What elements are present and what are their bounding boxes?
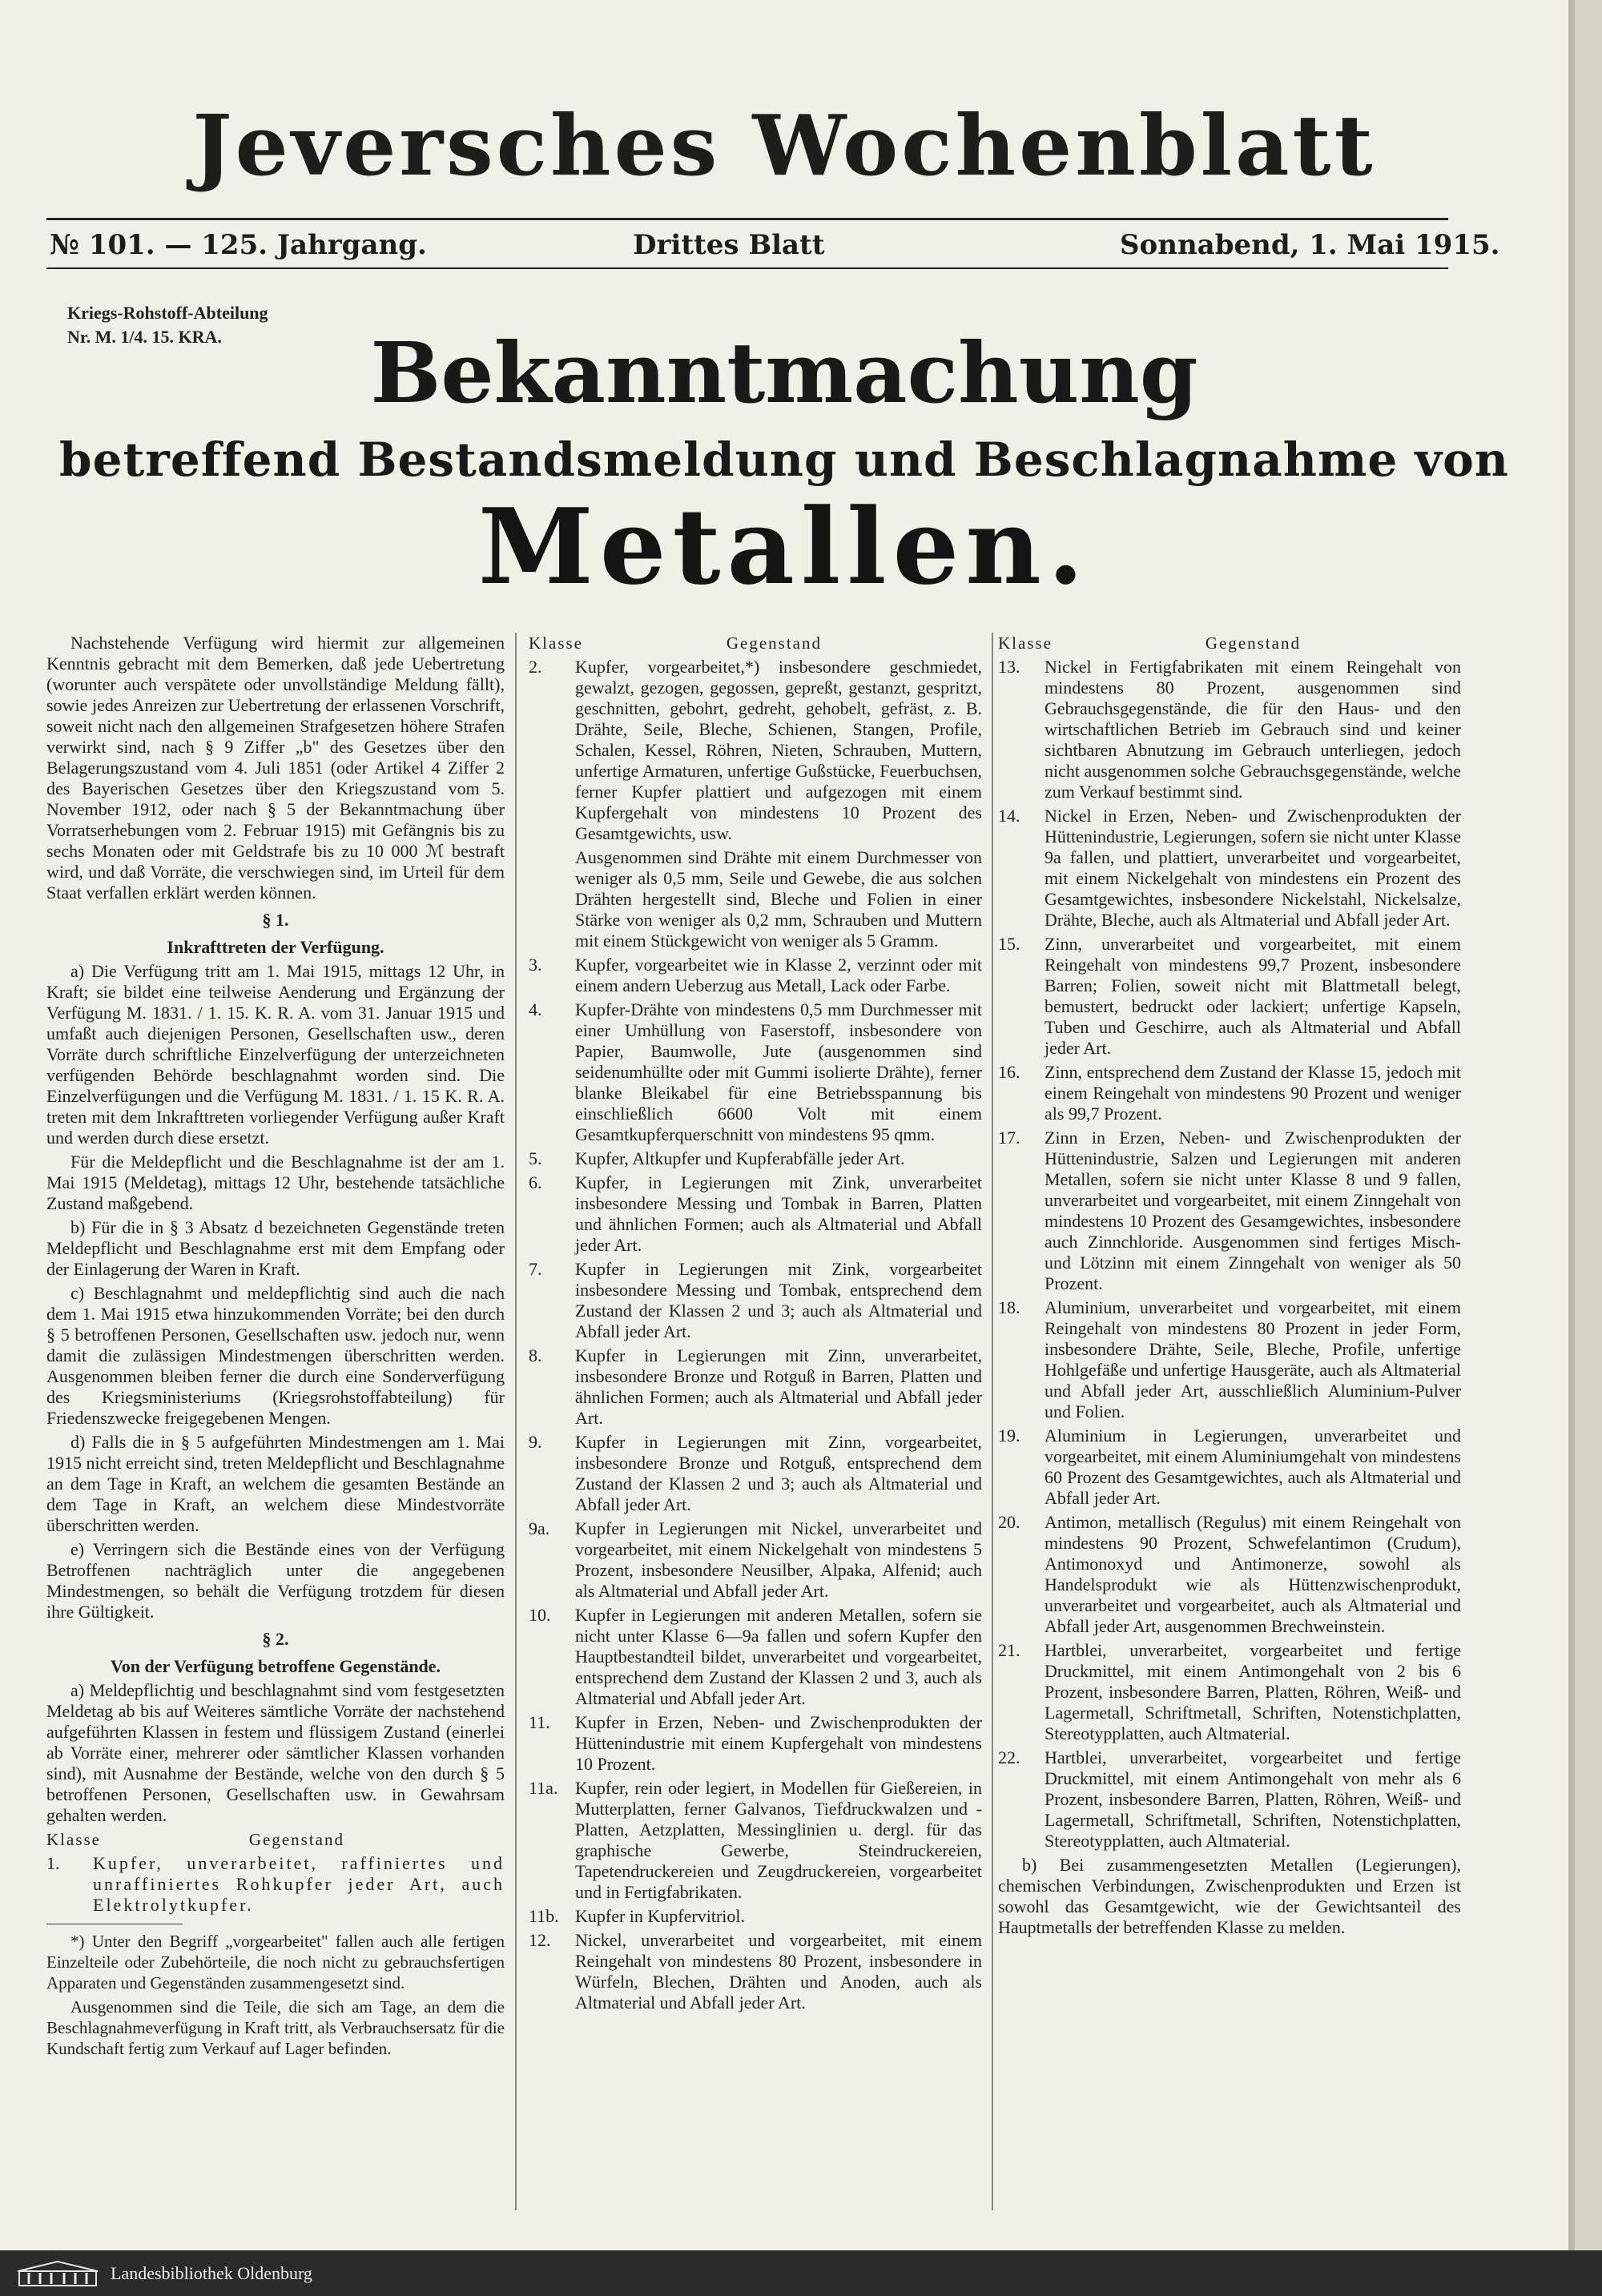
gegenstand-header: Gegenstand bbox=[1205, 633, 1301, 653]
class-number: 6. bbox=[529, 1172, 542, 1192]
class-item bbox=[529, 1148, 982, 1169]
class-text: Kupfer in Legierungen mit Zinn, vorgearbeitet, insbesondere Bronze und Rotguß, entsprechend dem Zustand der Klassen 2 und 3; auch als Altmaterial und Abfall jeder Art. bbox=[575, 1432, 982, 1514]
class-number: 4. bbox=[529, 999, 542, 1019]
headline-metals: Metallen. bbox=[477, 485, 1091, 608]
class-text: Nickel in Erzen, Neben- und Zwischenprodukten der Hüttenindustrie, Legierungen, sofern sie nicht unter Klasse 9a fallen, und plattiert, unverarbeitet und vorgearbeitet, mit einem Nickelgehalt von mindestens ein Prozent des Gesamtgewichtes, insbesondere Nickelstahl, Nickelsalze, Drähte, Bleche, auch als Altmaterial und Abfall jeder Art. bbox=[1045, 806, 1461, 930]
class-text: Nickel, unverarbeitet und vorgearbeitet, mit einem Reingehalt von mindestens 80 Prozent, insbesondere in Würfeln, Blechen, Drähten und Anoden, auch als Altmaterial und Abfall jeder Art. bbox=[575, 1930, 982, 2013]
class-text: Kupfer in Erzen, Neben- und Zwischenprodukten der Hüttenindustrie mit einem Kupfergehalt von mindestens 10 Prozent. bbox=[575, 1712, 982, 1774]
class-number: 17. bbox=[998, 1128, 1020, 1148]
class-text: Zinn, unverarbeitet und vorgearbeitet, mit einem Reingehalt von mindestens 99,7 Prozent, insbesondere Barren; Folien, soweit nicht mit Blattmetall belegt, bemustert, bedruckt oder lackiert; unfertige Kapseln, Tuben und Geschirre, auch als Altmaterial und Abfall jeder Art. bbox=[1045, 934, 1461, 1058]
class-item bbox=[529, 1778, 982, 1903]
class-number: 16. bbox=[998, 1062, 1020, 1082]
class-text: Kupfer-Drähte von mindestens 0,5 mm Durchmesser mit einer Umhüllung von Faserstoff, insbesondere von Papier, Baumwolle, Jute (ausgenommen sind seidenumhüllte oder mit Gummi isolierte Drähte), ferner blanke Bleikabel für eine Betriebsspannung bis einschließlich 6600 Volt mit einem Gesamtkupferquerschnitt von mindestens 95 qmm. bbox=[575, 999, 982, 1144]
section-2-title: § 2. bbox=[262, 1629, 289, 1649]
class-text: Nickel in Fertigfabrikaten mit einem Reingehalt von mindestens 80 Prozent, ausgenommen sind Gebrauchsgegenstände, die für den Haus- und den wirtschaftlichen Betrieb im Gebrauch sind und keiner sichtbaren Abnutzung im Gebrauch unterliegen, jedoch nicht ausgenommen solche Gebrauchsgegenstände, welche zum Verkauf bestimmt sind. bbox=[1045, 657, 1461, 802]
class-text: Kupfer, in Legierungen mit Zink, unverarbeitet insbesondere Messing und Tombak in Barren, Platten und ähnlichen Formen; auch als Altmaterial und Abfall jeder Art. bbox=[575, 1172, 982, 1255]
reference-line-1: Kriegs-Rohstoff-Abteilung bbox=[67, 303, 268, 323]
class-item bbox=[529, 999, 982, 1145]
closing-paragraph: b) Bei zusammengesetzten Metallen (Legierungen), chemischen Verbindungen, Zwischenprodukten und Erzen ist sowohl das Gesamtgewicht, wie der Gewichtsanteil des Hauptmetalls der betreffenden Klasse zu melden. bbox=[998, 1855, 1461, 1937]
section-label: Drittes Blatt bbox=[633, 229, 825, 261]
section-1-e: e) Verringern sich die Bestände eines von der Verfügung Betroffenen nachträglich unter die angegebenen Mindestmengen, so behält die Verfügung trotzdem für diesen ihre Gültigkeit. bbox=[46, 1539, 505, 1622]
class-item bbox=[998, 1512, 1461, 1637]
gegenstand-header: Gegenstand bbox=[248, 1830, 344, 1849]
column-header bbox=[46, 1829, 505, 1850]
class-item bbox=[46, 1853, 505, 1916]
section-2-subtitle: Von der Verfügung betroffene Gegenstände. bbox=[110, 1656, 441, 1676]
class-item bbox=[529, 847, 982, 951]
section-1-a2: Für die Meldepflicht und die Beschlagnahme ist der am 1. Mai 1915 (Meldetag), mittags 12 Uhr, bestehende tatsächliche Zustand maßgebend. bbox=[46, 1152, 505, 1213]
class-item bbox=[529, 1930, 982, 2013]
class-number: 14. bbox=[998, 806, 1020, 826]
column-1 bbox=[46, 633, 505, 2062]
class-item bbox=[529, 1906, 982, 1927]
column-3 bbox=[998, 633, 1461, 1941]
class-text: Kupfer in Legierungen mit Zinn, unverarbeitet, insbesondere Bronze und Rotguß in Barren, Platten und ähnlichen Formen; auch als Altmaterial und Abfall jeder Art. bbox=[575, 1345, 982, 1428]
header-rule-bottom bbox=[46, 267, 1448, 269]
class-text: Hartblei, unverarbeitet, vorgearbeitet und fertige Druckmittel, mit einem Antimongehalt von mehr als 6 Prozent, insbesondere Barren, Platten, Röhren, Weiß- und Lagermetall, Schriftmetall, Schriften, Notenstichplatten, Stereotypplatten, auch Altmaterial. bbox=[1045, 1747, 1461, 1851]
klasse-header: Klasse bbox=[529, 633, 583, 653]
section-1-subtitle: Inkrafttreten der Verfügung. bbox=[167, 937, 384, 957]
masthead: Jeversches Wochenblatt bbox=[192, 96, 1376, 195]
class-text: Zinn, entsprechend dem Zustand der Klasse 15, jedoch mit einem Reingehalt von mindestens 90 Prozent und weniger als 99,7 Prozent. bbox=[1045, 1062, 1461, 1124]
class-number: 15. bbox=[998, 934, 1020, 954]
class-number: 9a. bbox=[529, 1518, 550, 1538]
class-text: Kupfer in Legierungen mit Nickel, unverarbeitet und vorgearbeitet, mit einem Nickelgehalt von mindestens 5 Prozent, insbesondere Neusilber, Alpaka, Alfenid; auch als Altmaterial und Abfall jeder Art. bbox=[575, 1518, 982, 1601]
column-divider-1 bbox=[515, 633, 517, 2210]
class-number: 13. bbox=[998, 657, 1020, 677]
class-text: Kupfer, vorgearbeitet wie in Klasse 2, verzinnt oder mit einem andern Ueberzug aus Metall, Lack oder Farbe. bbox=[575, 955, 982, 995]
class-text: Kupfer in Legierungen mit Zink, vorgearbeitet insbesondere Messing und Tombak, entsprechend dem Zustand der Klassen 2 und 3; auch als Altmaterial und Abfall jeder Art. bbox=[575, 1259, 982, 1341]
class-item bbox=[529, 1432, 982, 1515]
section-2-a: a) Meldepflichtig und beschlagnahmt sind vom festgesetzten Meldetag ab bis auf Weiteres sämtliche Vorräte der nachstehend aufgeführten Klassen in festem und flüssigem Zustand (einerlei ab Vorräte einer, mehrerer oder sämtlicher Klassen vorhanden sind), mit Ausnahme der Bestände, welche von den durch § 5 betroffenen Personen, Gesellschaften usw. in Gewahrsam gehalten werden. bbox=[46, 1680, 505, 1825]
class-number: 21. bbox=[998, 1640, 1020, 1660]
class-text: Aluminium, unverarbeitet und vorgearbeitet, mit einem Reingehalt von mindestens 80 Prozent in jeder Form, insbesondere Drähte, Seile, Bleche, Profile, unfertige Hohlgefäße und unfertige Hausgeräte, auch als Altmaterial und Abfall jeder Art, ausschließlich Aluminium-Pulver und Folien. bbox=[1045, 1297, 1461, 1421]
intro-paragraph: Nachstehende Verfügung wird hiermit zur allgemeinen Kenntnis gebracht mit dem Bemerken, daß jede Uebertretung (worunter auch verspätete oder unvollständige Meldung fällt), sowie jedes Anreizen zur Uebertretung der erlassenen Vorschrift, soweit nicht nach den allgemeinen Strafgesetzen höhere Strafen verwirkt sind, nach § 9 Ziffer „b" des Gesetzes über den Belagerungszustand vom 4. Juli 1851 (oder Artikel 4 Ziffer 2 des Bayerischen Gesetzes über den Kriegszustand vom 5. November 1912, oder nach § 5 der Bekanntmachung über Vorratserhebungen vom 2. Februar 1915) mit Gefängnis bis zu sechs Monaten oder mit Geldstrafe bis zu 10 000 ℳ bestraft wird, und daß Vorräte, die verschwiegen sind, im Urteil für dem Staat verfallen erklärt werden können. bbox=[46, 633, 505, 903]
class-number: 2. bbox=[529, 657, 542, 677]
class-text: Kupfer in Kupfervitriol. bbox=[575, 1906, 745, 1926]
class-item bbox=[529, 1712, 982, 1775]
class-text: Kupfer in Legierungen mit anderen Metallen, sofern sie nicht unter Klasse 6—9a fallen und sofern Kupfer den Hauptbestandteil bildet, unverarbeitet und vorgearbeitet, entsprechend dem Zustand der Klassen 2 und 3, auch als Altmaterial und Abfall jeder Art. bbox=[575, 1605, 982, 1708]
class-item bbox=[529, 1605, 982, 1709]
class-number: 22. bbox=[998, 1747, 1020, 1767]
class-text: Ausgenommen sind Drähte mit einem Durchmesser von weniger als 0,5 mm, Seile und Gewebe, die aus solchen Drähten hergestellt sind, Bleche und Folien in einer Stärke von weniger als 0,2 mm, Schrauben und Muttern mit einem Stückgewicht von weniger als 5 Gramm. bbox=[575, 847, 982, 951]
class-text: Aluminium in Legierungen, unverarbeitet und vorgearbeitet, mit einem Aluminiumgehalt von mindestens 60 Prozent des Gesamtgewichtes, auch als Altmaterial und Abfall jeder Art. bbox=[1045, 1425, 1461, 1508]
class-item bbox=[998, 1747, 1461, 1852]
header-rule-top bbox=[46, 218, 1448, 220]
class-item bbox=[998, 657, 1461, 802]
section-1-d: d) Falls die in § 5 aufgeführten Mindestmengen am 1. Mai 1915 nicht erreicht sind, treten Meldepflicht und Beschlagnahme an dem Tage in Kraft, an welchem die gesamten Bestände an dem Tage in Kraft, an welchem diese Mindestvorräte überschritten werden. bbox=[46, 1432, 505, 1535]
class-number: 12. bbox=[529, 1930, 551, 1950]
class-item bbox=[998, 1425, 1461, 1509]
class-number: 5. bbox=[529, 1148, 542, 1168]
class-number: 20. bbox=[998, 1512, 1020, 1532]
class-item bbox=[529, 955, 982, 996]
class-text: Kupfer, rein oder legiert, in Modellen für Gießereien, in Mutterplatten, ferner Galvanos, Tiefdruckwalzen und -Platten, Aetzplatten, Messinglinien u. dergl. für das graphische Gewerbe, Steindruckereien, Tapetendruckereien und Zeugdruckereien, vorgearbeitet und in Fertigfabrikaten. bbox=[575, 1778, 982, 1902]
class-item bbox=[998, 1297, 1461, 1422]
class-number: 8. bbox=[529, 1345, 542, 1365]
section-1-c: c) Beschlagnahmt und meldepflichtig sind auch die nach dem 1. Mai 1915 etwa hinzukommenden Vorräte; bei den durch § 5 betroffenen Personen, Gesellschaften usw. jedoch nur, wenn damit die zulässigen Mindestmengen überschritten werden. Ausgenommen bleiben ferner die durch eine Sonderverfügung des Kriegsministeriums (Kriegsrohstoffabteilung) für Friedenszwecke freigegebenen Mengen. bbox=[46, 1283, 505, 1428]
class-item bbox=[529, 1172, 982, 1256]
column-2 bbox=[529, 633, 982, 2017]
column-header bbox=[529, 633, 982, 653]
class-number: 7. bbox=[529, 1259, 542, 1279]
headline: Bekanntmachung bbox=[370, 324, 1198, 422]
column-header bbox=[998, 633, 1461, 653]
class-text: Kupfer, vorgearbeitet,*) insbesondere geschmiedet, gewalzt, gezogen, gegossen, gepreßt, gestanzt, gespritzt, geschnitten, gebohrt, gedreht, gehobelt, gefräst, z. B. Drähte, Seile, Bleche, Schienen, Stangen, Profile, Schalen, Kessel, Röhren, Nieten, Schrauben, Muttern, unfertige Armaturen, unfertige Gußstücke, Feuerbuchsen, ferner Kupfer plattiert und aufgezogen mit einem Kupfergehalt von mindestens 10 Prozent des Gesamtgewichts, usw. bbox=[575, 657, 982, 843]
section-1-a: a) Die Verfügung tritt am 1. Mai 1915, mittags 12 Uhr, in Kraft; sie bildet eine teilweise Aenderung und Ergänzung der Verfügung M. 1831. / 1. 15. K. R. A. vom 31. Januar 1915 und umfaßt auch diejenigen Personen, Gesellschaften usw., deren Vorräte durch schriftliche Einzelverfügung der unterzeichneten verfügenden Behörde beschlagnahmt worden sind. Die Einzelverfügungen und die Verfügung M. 1831. / 1. 15 K. R. A. treten mit dem Inkrafttreten vorliegender Verfügung außer Kraft und werden durch diese ersetzt. bbox=[46, 961, 505, 1148]
section-1-b: b) Für die in § 3 Absatz d bezeichneten Gegenstände treten Meldepflicht und Beschlagnahme erst mit dem Empfang oder der Einlagerung der Waren in Kraft. bbox=[46, 1217, 505, 1279]
subheadline: betreffend Bestandsmeldung und Beschlagnahme von bbox=[59, 432, 1509, 487]
class-number: 11a. bbox=[529, 1778, 558, 1798]
class-number: 18. bbox=[998, 1297, 1020, 1317]
class-text: Hartblei, unverarbeitet, vorgearbeitet und fertige Druckmittel, mit einem Antimongehalt von 2 bis 6 Prozent, insbesondere Barren, Platten, Röhren, Weiß- und Lagermetall, Schriftmetall, Schriften, Notenstichplatten, Stereotypplatten, auch Altmaterial. bbox=[1045, 1640, 1461, 1743]
class-number: 11. bbox=[529, 1712, 550, 1732]
class-item bbox=[529, 1518, 982, 1602]
class-item bbox=[529, 1259, 982, 1342]
class-item bbox=[998, 1128, 1461, 1294]
class-item bbox=[998, 1640, 1461, 1744]
class-item bbox=[529, 657, 982, 844]
column-divider-2 bbox=[992, 633, 993, 2210]
class-number: 11b. bbox=[529, 1906, 559, 1926]
reference-line-2: Nr. M. 1/4. 15. KRA. bbox=[67, 327, 222, 347]
class-item bbox=[998, 934, 1461, 1059]
issue-date: Sonnabend, 1. Mai 1915. bbox=[1120, 229, 1500, 261]
page-edge bbox=[1568, 0, 1602, 2250]
class-number: 9. bbox=[529, 1432, 542, 1452]
class-text: Kupfer, unverarbeitet, raffiniertes und unraffiniertes Rohkupfer jeder Art, auch Elektrolytkupfer. bbox=[93, 1853, 505, 1915]
klasse-header: Klasse bbox=[46, 1830, 101, 1849]
section-1-title: § 1. bbox=[262, 910, 289, 930]
library-building-icon bbox=[18, 2260, 98, 2287]
class-number: 3. bbox=[529, 955, 542, 975]
footnote-1: *) Unter den Begriff „vorgearbeitet" fallen auch alle fertigen Einzelteile oder Zubehörteile, die noch nicht zu gebrauchsfertigen Apparaten und Gegenständen zusammengesetzt sind. bbox=[46, 1932, 505, 1992]
footer-library-name: Landesbibliothek Oldenburg bbox=[111, 2263, 312, 2283]
klasse-header: Klasse bbox=[998, 633, 1053, 653]
class-number: 10. bbox=[529, 1605, 551, 1625]
class-item bbox=[529, 1345, 982, 1429]
class-number: 1. bbox=[46, 1853, 60, 1873]
gegenstand-header: Gegenstand bbox=[726, 633, 822, 653]
class-number: 19. bbox=[998, 1425, 1020, 1446]
issue-number: № 101. — 125. Jahrgang. bbox=[50, 229, 427, 261]
footnote-2: Ausgenommen sind die Teile, die sich am Tage, an dem die Beschlagnahmeverfügung in Kraft tritt, als Verbrauchsersatz für die Kundschaft fertig zum Verkauf auf Lager befinden. bbox=[46, 1997, 505, 2058]
class-text: Kupfer, Altkupfer und Kupferabfälle jeder Art. bbox=[575, 1148, 905, 1168]
class-text: Zinn in Erzen, Neben- und Zwischenprodukten der Hüttenindustrie, Salzen und Legierungen mit anderen Metallen, sofern sie nicht unter Klasse 8 und 9 fallen, unverarbeitet und vorgearbeitet, mit einem Zinngehalt von mindestens 10 Prozent des Gesamgewichtes, insbesondere auch Zinnchloride. Ausgenommen sind fertiges Misch- und Lötzinn mit einem Zinngehalt von weniger als 50 Prozent. bbox=[1045, 1128, 1461, 1293]
class-item bbox=[998, 806, 1461, 931]
class-item bbox=[998, 1062, 1461, 1124]
class-text: Antimon, metallisch (Regulus) mit einem Reingehalt von mindestens 90 Prozent, Schwefelantimon (Crudum), Antimonoxyd und Antimonerze, sowohl als Handelsprodukt wie als Hüttenzwischenprodukt, unverarbeitet und vorgearbeitet, auch als Altmaterial und Abfall jeder Art, ausgenommen Brechweinstein. bbox=[1045, 1512, 1461, 1636]
